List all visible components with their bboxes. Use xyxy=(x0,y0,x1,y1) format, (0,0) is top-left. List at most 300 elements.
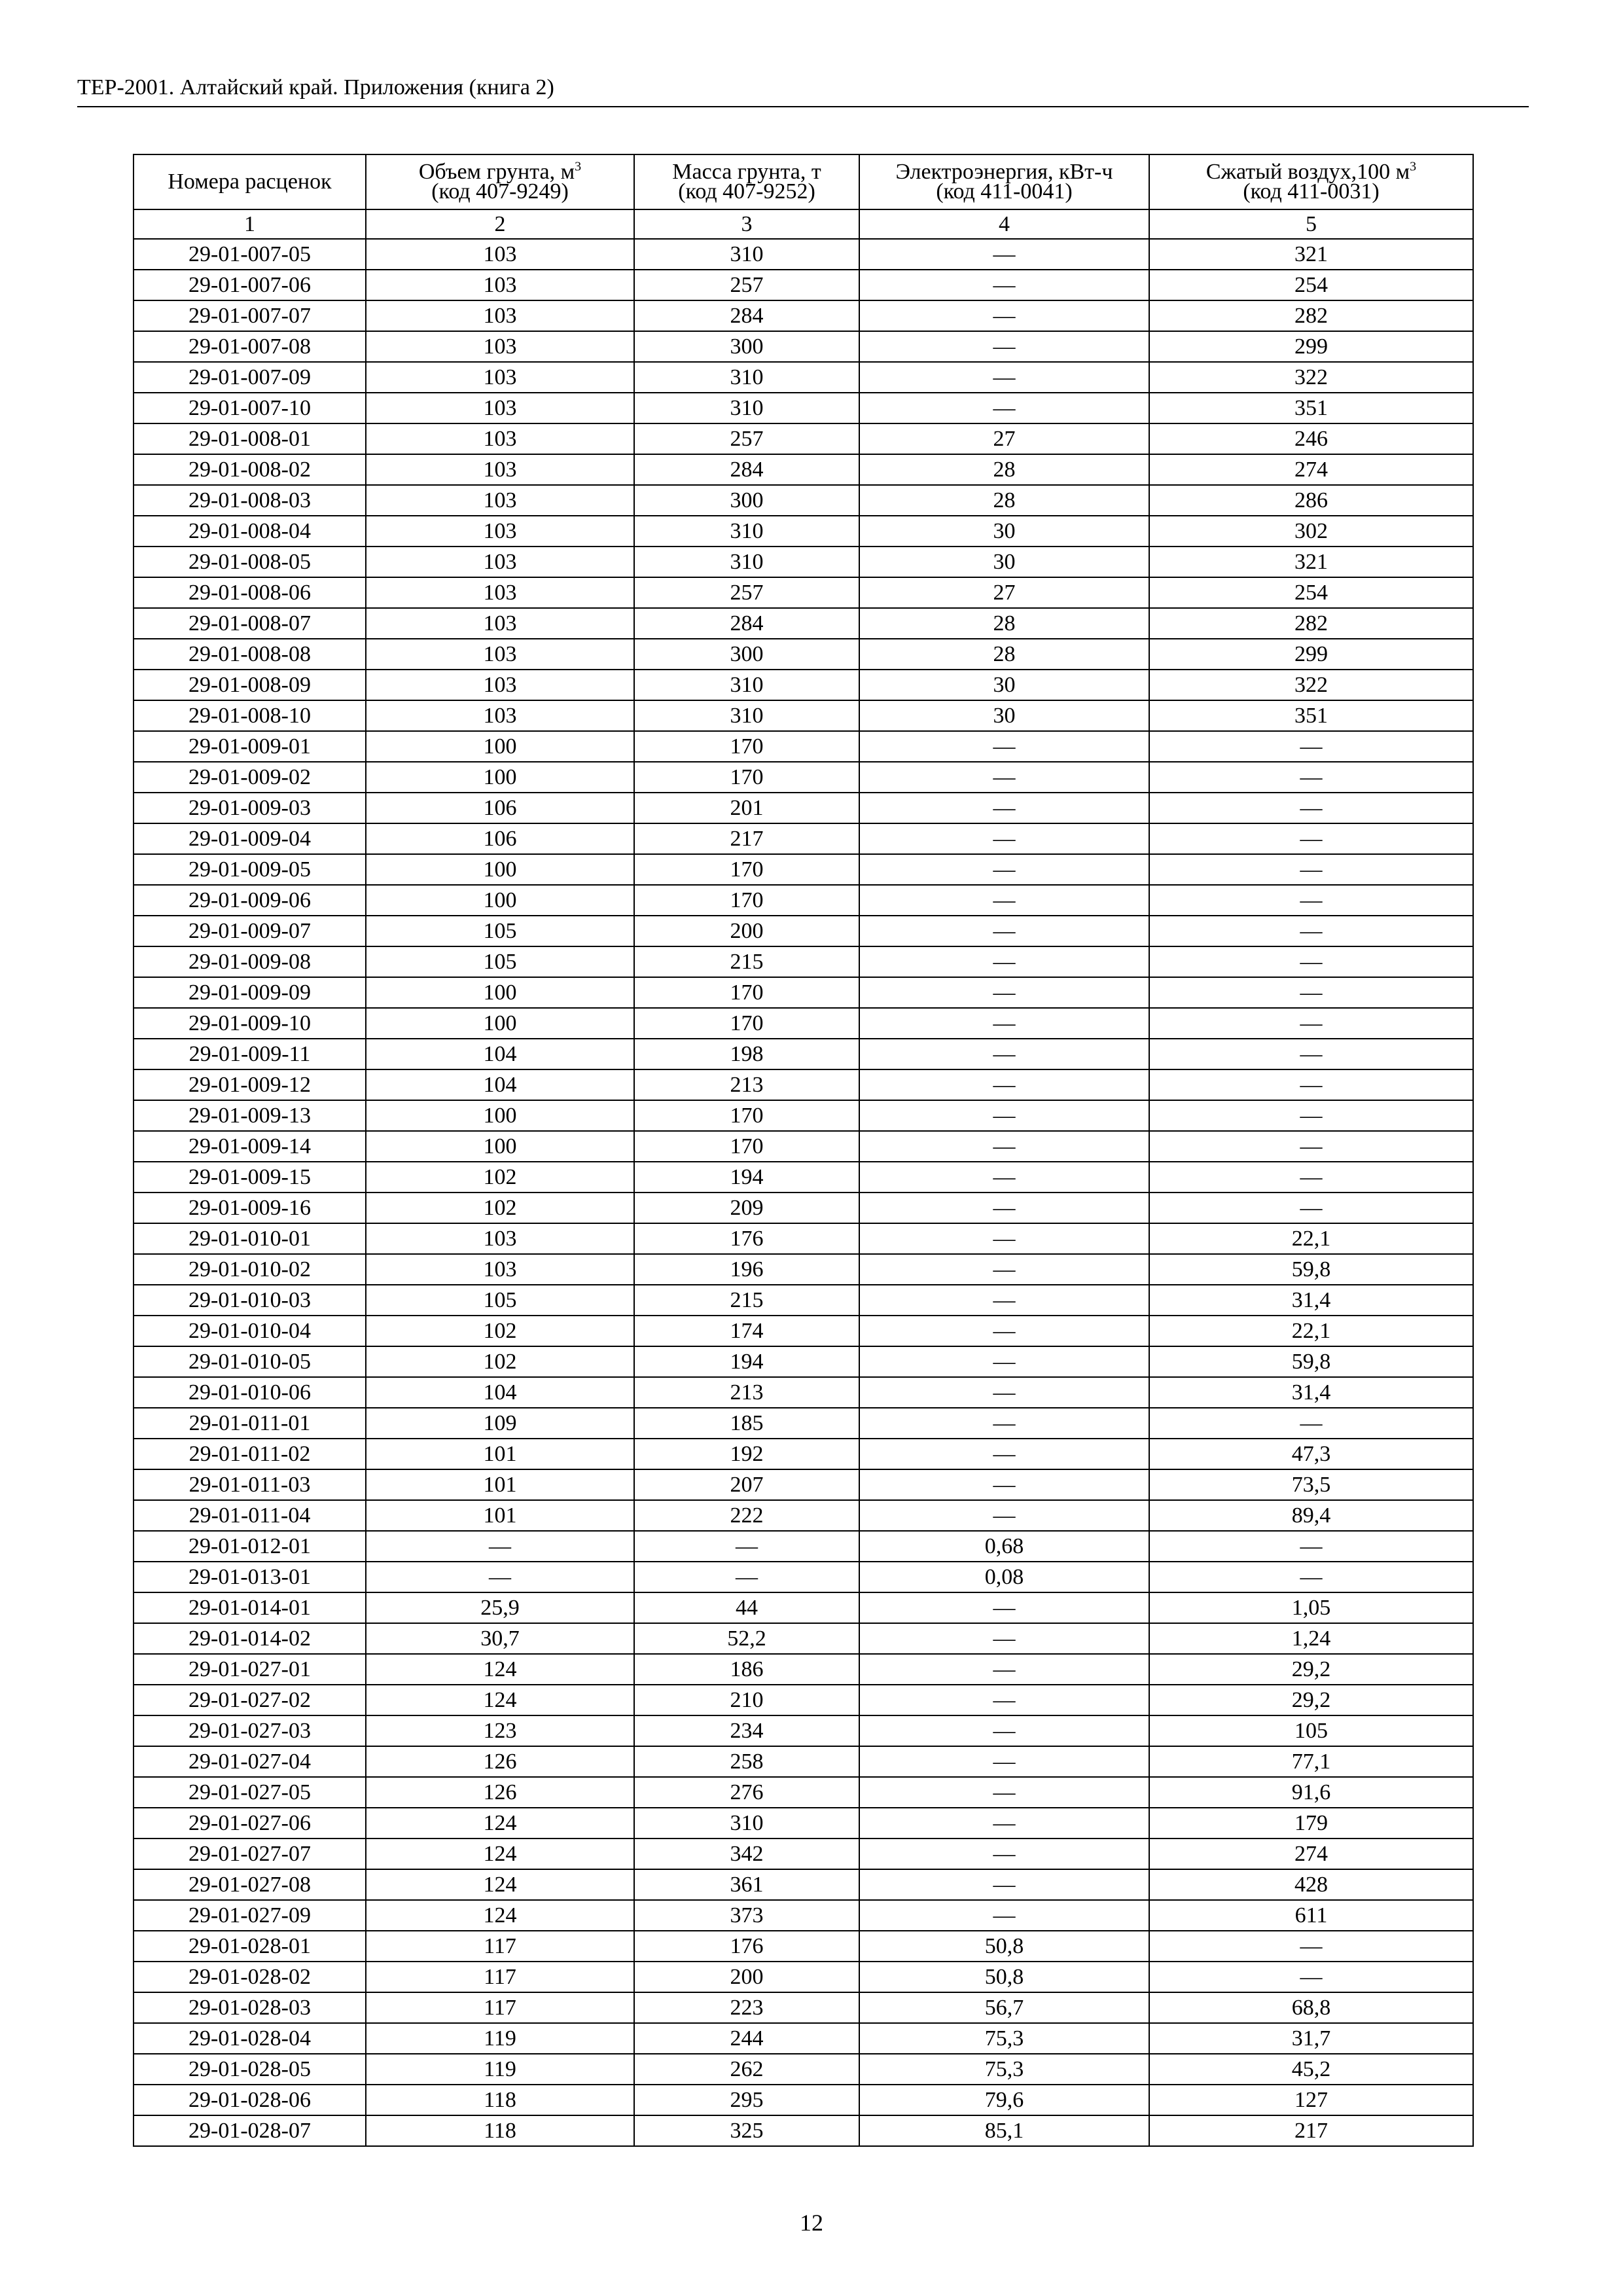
table-cell: 100 xyxy=(366,762,634,793)
table-cell: — xyxy=(634,1531,859,1562)
table-cell: — xyxy=(1149,885,1473,916)
table-cell: — xyxy=(859,1715,1149,1746)
table-cell: 22,1 xyxy=(1149,1223,1473,1254)
table-cell: 30 xyxy=(859,670,1149,700)
table-cell: 103 xyxy=(366,670,634,700)
table-cell: — xyxy=(859,1223,1149,1254)
table-cell: 118 xyxy=(366,2085,634,2115)
table-row xyxy=(134,946,1473,977)
table-cell: 29-01-027-06 xyxy=(134,1808,366,1839)
table-row xyxy=(134,1992,1473,2023)
table-cell: 29-01-009-02 xyxy=(134,762,366,793)
table-row xyxy=(134,700,1473,731)
table-cell: 428 xyxy=(1149,1869,1473,1900)
table-cell: 310 xyxy=(634,393,859,423)
table-cell: 29-01-009-09 xyxy=(134,977,366,1008)
table-row xyxy=(134,2023,1473,2054)
table-cell: 117 xyxy=(366,1992,634,2023)
table-cell: 101 xyxy=(366,1469,634,1500)
table-cell: 29-01-009-01 xyxy=(134,731,366,762)
table-cell: — xyxy=(859,1377,1149,1408)
table-row xyxy=(134,1131,1473,1162)
table-cell: 257 xyxy=(634,577,859,608)
table-cell: — xyxy=(1149,977,1473,1008)
table-cell: — xyxy=(859,1316,1149,1346)
table-cell: 282 xyxy=(1149,608,1473,639)
table-cell: 100 xyxy=(366,885,634,916)
table-cell: — xyxy=(859,1439,1149,1469)
table-cell: 254 xyxy=(1149,270,1473,300)
table-cell: 1,24 xyxy=(1149,1623,1473,1654)
table-cell: 103 xyxy=(366,1254,634,1285)
table-cell: 30 xyxy=(859,547,1149,577)
table-cell: 196 xyxy=(634,1254,859,1285)
table-cell: 103 xyxy=(366,331,634,362)
table-cell: 28 xyxy=(859,608,1149,639)
table-cell: — xyxy=(859,1069,1149,1100)
table-cell: — xyxy=(859,1654,1149,1685)
table-cell: 29-01-027-04 xyxy=(134,1746,366,1777)
table-cell: 103 xyxy=(366,700,634,731)
table-cell: 119 xyxy=(366,2023,634,2054)
table-cell: 117 xyxy=(366,1931,634,1962)
document-title: ТЕР-2001. Алтайский край. Приложения (книга 2) xyxy=(77,75,554,99)
table-cell: 103 xyxy=(366,608,634,639)
table-cell: 274 xyxy=(1149,454,1473,485)
table-cell: 234 xyxy=(634,1715,859,1746)
table-row xyxy=(134,1962,1473,1992)
table-cell: 176 xyxy=(634,1223,859,1254)
table-cell: 29-01-010-03 xyxy=(134,1285,366,1316)
table-row xyxy=(134,1685,1473,1715)
column-number: 1 xyxy=(134,209,366,239)
table-cell: 109 xyxy=(366,1408,634,1439)
table-cell: 276 xyxy=(634,1777,859,1808)
table-row xyxy=(134,823,1473,854)
table-cell: 29-01-008-06 xyxy=(134,577,366,608)
table-cell: 170 xyxy=(634,762,859,793)
table-cell: 185 xyxy=(634,1408,859,1439)
table-cell: 29-01-008-07 xyxy=(134,608,366,639)
table-cell: — xyxy=(859,1777,1149,1808)
table-cell: 29-01-011-03 xyxy=(134,1469,366,1500)
table-cell: 29-01-010-05 xyxy=(134,1346,366,1377)
table-cell: 29-01-009-04 xyxy=(134,823,366,854)
table-cell: 170 xyxy=(634,1131,859,1162)
table-row xyxy=(134,1346,1473,1377)
table-cell: — xyxy=(1149,1069,1473,1100)
table-cell: 29-01-014-01 xyxy=(134,1592,366,1623)
table-cell: 29-01-028-02 xyxy=(134,1962,366,1992)
table-cell: 284 xyxy=(634,608,859,639)
table-cell: 30,7 xyxy=(366,1623,634,1654)
table-cell: 29-01-028-04 xyxy=(134,2023,366,2054)
table-cell: 244 xyxy=(634,2023,859,2054)
table-cell: 29-01-027-05 xyxy=(134,1777,366,1808)
column-header: Масса грунта, т (код 407-9252) xyxy=(634,154,859,209)
table-cell: 29-01-028-06 xyxy=(134,2085,366,2115)
table-cell: — xyxy=(1149,916,1473,946)
table-cell: — xyxy=(859,1346,1149,1377)
table-row xyxy=(134,1377,1473,1408)
table-cell: 28 xyxy=(859,639,1149,670)
table-cell: 124 xyxy=(366,1869,634,1900)
table-cell: 29-01-007-07 xyxy=(134,300,366,331)
table-row xyxy=(134,423,1473,454)
table-cell: — xyxy=(1149,823,1473,854)
table-row xyxy=(134,1562,1473,1592)
table-cell: 282 xyxy=(1149,300,1473,331)
table-row xyxy=(134,608,1473,639)
table-cell: 103 xyxy=(366,454,634,485)
table-cell: 300 xyxy=(634,639,859,670)
table-cell: 246 xyxy=(1149,423,1473,454)
table-cell: 117 xyxy=(366,1962,634,1992)
table-cell: 310 xyxy=(634,1808,859,1839)
table-row xyxy=(134,854,1473,885)
table-row xyxy=(134,516,1473,547)
table-cell: 91,6 xyxy=(1149,1777,1473,1808)
table-cell: 0,68 xyxy=(859,1531,1149,1562)
table-cell: 124 xyxy=(366,1839,634,1869)
table-cell: 106 xyxy=(366,823,634,854)
table-cell: 77,1 xyxy=(1149,1746,1473,1777)
table-row xyxy=(134,362,1473,393)
table-cell: — xyxy=(1149,1131,1473,1162)
table-cell: 310 xyxy=(634,547,859,577)
table-cell: 257 xyxy=(634,423,859,454)
table-cell: 50,8 xyxy=(859,1962,1149,1992)
table-cell: — xyxy=(859,239,1149,270)
table-cell: 103 xyxy=(366,239,634,270)
table-cell: 0,08 xyxy=(859,1562,1149,1592)
table-cell: — xyxy=(859,1193,1149,1223)
table-cell: 103 xyxy=(366,485,634,516)
table-cell: 29-01-008-03 xyxy=(134,485,366,516)
table-cell: — xyxy=(859,762,1149,793)
table-cell: 198 xyxy=(634,1039,859,1069)
table-cell: 101 xyxy=(366,1500,634,1531)
table-cell: — xyxy=(859,1839,1149,1869)
table-cell: 29-01-007-06 xyxy=(134,270,366,300)
table-cell: 29-01-010-06 xyxy=(134,1377,366,1408)
table-cell: 100 xyxy=(366,854,634,885)
table-cell: — xyxy=(859,1039,1149,1069)
table-body xyxy=(134,239,1473,2146)
table-cell: 179 xyxy=(1149,1808,1473,1839)
table-cell: 29-01-028-01 xyxy=(134,1931,366,1962)
table-row xyxy=(134,1531,1473,1562)
table-cell: 119 xyxy=(366,2054,634,2085)
table-cell: 27 xyxy=(859,423,1149,454)
table-cell: 322 xyxy=(1149,670,1473,700)
table-cell: 170 xyxy=(634,1008,859,1039)
table-cell: 103 xyxy=(366,1223,634,1254)
table-cell: — xyxy=(859,1408,1149,1439)
table-cell: 105 xyxy=(366,916,634,946)
table-cell: 105 xyxy=(366,946,634,977)
table-cell: 302 xyxy=(1149,516,1473,547)
table-cell: 75,3 xyxy=(859,2054,1149,2085)
table-cell: 29-01-009-16 xyxy=(134,1193,366,1223)
table-cell: 29-01-009-08 xyxy=(134,946,366,977)
table-cell: 123 xyxy=(366,1715,634,1746)
table-cell: 100 xyxy=(366,731,634,762)
table-header-row xyxy=(134,154,1473,209)
table-row xyxy=(134,1039,1473,1069)
table-row xyxy=(134,577,1473,608)
table-cell: 300 xyxy=(634,331,859,362)
table-cell: 105 xyxy=(1149,1715,1473,1746)
column-number-row xyxy=(134,209,1473,239)
table-cell: 101 xyxy=(366,1439,634,1469)
column-header: Номера расценок xyxy=(134,154,366,209)
table-cell: — xyxy=(859,977,1149,1008)
table-cell: 29-01-008-09 xyxy=(134,670,366,700)
table-cell: — xyxy=(859,885,1149,916)
table-cell: — xyxy=(859,1623,1149,1654)
table-cell: 29-01-009-10 xyxy=(134,1008,366,1039)
table-row xyxy=(134,2115,1473,2146)
table-cell: 102 xyxy=(366,1193,634,1223)
table-cell: 299 xyxy=(1149,331,1473,362)
table-cell: 29-01-027-08 xyxy=(134,1869,366,1900)
table-cell: 25,9 xyxy=(366,1592,634,1623)
table-cell: 29-01-028-05 xyxy=(134,2054,366,2085)
table-cell: — xyxy=(859,916,1149,946)
table-row xyxy=(134,393,1473,423)
table-cell: 257 xyxy=(634,270,859,300)
table-cell: 124 xyxy=(366,1685,634,1715)
table-cell: 321 xyxy=(1149,239,1473,270)
table-cell: 103 xyxy=(366,362,634,393)
table-cell: 118 xyxy=(366,2115,634,2146)
table-row xyxy=(134,1316,1473,1346)
table-cell: — xyxy=(859,393,1149,423)
table-row xyxy=(134,547,1473,577)
table-cell: 207 xyxy=(634,1469,859,1500)
table-cell: 351 xyxy=(1149,700,1473,731)
table-cell: 1,05 xyxy=(1149,1592,1473,1623)
table-row xyxy=(134,639,1473,670)
table-cell: 29-01-009-05 xyxy=(134,854,366,885)
table-row xyxy=(134,885,1473,916)
table-cell: 29-01-012-01 xyxy=(134,1531,366,1562)
column-header: Объем грунта, $м^3$ (код 407-9249) xyxy=(366,154,634,209)
table-cell: 322 xyxy=(1149,362,1473,393)
table-cell: 31,7 xyxy=(1149,2023,1473,2054)
table-cell: — xyxy=(859,1592,1149,1623)
table-cell: 29-01-027-03 xyxy=(134,1715,366,1746)
table-cell: 361 xyxy=(634,1869,859,1900)
table-cell: — xyxy=(859,1285,1149,1316)
table-row xyxy=(134,2085,1473,2115)
table-cell: 342 xyxy=(634,1839,859,1869)
table-cell: 310 xyxy=(634,670,859,700)
table-cell: 295 xyxy=(634,2085,859,2115)
table-cell: 29-01-007-05 xyxy=(134,239,366,270)
table-cell: 30 xyxy=(859,516,1149,547)
table-cell: — xyxy=(1149,1562,1473,1592)
table-cell: 103 xyxy=(366,547,634,577)
table-cell: — xyxy=(859,1900,1149,1931)
table-cell: 215 xyxy=(634,946,859,977)
table-cell: — xyxy=(859,331,1149,362)
table-cell: — xyxy=(859,1469,1149,1500)
table-row xyxy=(134,762,1473,793)
table-cell: 29-01-008-05 xyxy=(134,547,366,577)
table-row xyxy=(134,1254,1473,1285)
table-cell: 29-01-028-03 xyxy=(134,1992,366,2023)
table-cell: — xyxy=(366,1531,634,1562)
table-row xyxy=(134,1223,1473,1254)
table-cell: 222 xyxy=(634,1500,859,1531)
table-cell: 174 xyxy=(634,1316,859,1346)
table-cell: 170 xyxy=(634,977,859,1008)
table-cell: 127 xyxy=(1149,2085,1473,2115)
table-cell: 29-01-009-06 xyxy=(134,885,366,916)
table-cell: — xyxy=(859,1500,1149,1531)
table-cell: 102 xyxy=(366,1162,634,1193)
table-cell: 29-01-008-01 xyxy=(134,423,366,454)
table-cell: 100 xyxy=(366,977,634,1008)
table-cell: — xyxy=(859,1008,1149,1039)
table-cell: — xyxy=(366,1562,634,1592)
table-cell: 210 xyxy=(634,1685,859,1715)
table-cell: 29-01-027-02 xyxy=(134,1685,366,1715)
table-cell: 104 xyxy=(366,1039,634,1069)
table-cell: 104 xyxy=(366,1069,634,1100)
table-cell: 126 xyxy=(366,1746,634,1777)
table-cell: 611 xyxy=(1149,1900,1473,1931)
column-number: 3 xyxy=(634,209,859,239)
table-row xyxy=(134,2054,1473,2085)
table-cell: 85,1 xyxy=(859,2115,1149,2146)
table-cell: 29-01-010-01 xyxy=(134,1223,366,1254)
table-cell: 373 xyxy=(634,1900,859,1931)
table-cell: 170 xyxy=(634,854,859,885)
table-row xyxy=(134,1777,1473,1808)
table-cell: 29-01-009-11 xyxy=(134,1039,366,1069)
table-row xyxy=(134,1654,1473,1685)
table-cell: 192 xyxy=(634,1439,859,1469)
table-cell: — xyxy=(859,1254,1149,1285)
table-cell: 29-01-009-03 xyxy=(134,793,366,823)
table-cell: — xyxy=(859,854,1149,885)
table-row xyxy=(134,1715,1473,1746)
table-cell: 29-01-008-08 xyxy=(134,639,366,670)
table-cell: 201 xyxy=(634,793,859,823)
table-cell: 186 xyxy=(634,1654,859,1685)
table-cell: 200 xyxy=(634,916,859,946)
table-cell: 29-01-009-14 xyxy=(134,1131,366,1162)
table-row xyxy=(134,1900,1473,1931)
table-cell: — xyxy=(859,1131,1149,1162)
column-number: 5 xyxy=(1149,209,1473,239)
table-cell: 102 xyxy=(366,1346,634,1377)
column-header: Электроэнергия, кВт-ч (код 411-0041) xyxy=(859,154,1149,209)
table-cell: 284 xyxy=(634,454,859,485)
table-row xyxy=(134,239,1473,270)
table-cell: 170 xyxy=(634,731,859,762)
table-cell: 27 xyxy=(859,577,1149,608)
table-cell: 126 xyxy=(366,1777,634,1808)
table-cell: — xyxy=(859,946,1149,977)
table-cell: — xyxy=(1149,1931,1473,1962)
page-header xyxy=(77,73,1529,107)
table-cell: — xyxy=(1149,1531,1473,1562)
table-cell: — xyxy=(1149,731,1473,762)
table-cell: 209 xyxy=(634,1193,859,1223)
table-cell: 29-01-027-01 xyxy=(134,1654,366,1685)
table-row xyxy=(134,793,1473,823)
table-cell: 56,7 xyxy=(859,1992,1149,2023)
table-cell: — xyxy=(634,1562,859,1592)
table-cell: 75,3 xyxy=(859,2023,1149,2054)
table-cell: 103 xyxy=(366,423,634,454)
table-row xyxy=(134,1808,1473,1839)
table-cell: 310 xyxy=(634,516,859,547)
table-cell: 104 xyxy=(366,1377,634,1408)
table-cell: 29-01-007-10 xyxy=(134,393,366,423)
table-row xyxy=(134,1162,1473,1193)
table-row xyxy=(134,916,1473,946)
table-cell: 170 xyxy=(634,885,859,916)
table-cell: 29-01-009-12 xyxy=(134,1069,366,1100)
table-cell: 300 xyxy=(634,485,859,516)
table-cell: 105 xyxy=(366,1285,634,1316)
table-row xyxy=(134,1839,1473,1869)
table-row xyxy=(134,670,1473,700)
table-row xyxy=(134,454,1473,485)
table-cell: — xyxy=(859,1685,1149,1715)
table-cell: 89,4 xyxy=(1149,1500,1473,1531)
table-cell: 29-01-027-09 xyxy=(134,1900,366,1931)
table-cell: — xyxy=(1149,1408,1473,1439)
table-cell: 28 xyxy=(859,485,1149,516)
table-cell: 274 xyxy=(1149,1839,1473,1869)
table-cell: 103 xyxy=(366,300,634,331)
table-cell: 68,8 xyxy=(1149,1992,1473,2023)
table-cell: 102 xyxy=(366,1316,634,1346)
table-cell: 215 xyxy=(634,1285,859,1316)
table-cell: 28 xyxy=(859,454,1149,485)
table-cell: 29-01-008-04 xyxy=(134,516,366,547)
table-cell: — xyxy=(1149,1193,1473,1223)
table-cell: — xyxy=(859,1869,1149,1900)
table-cell: 29-01-009-15 xyxy=(134,1162,366,1193)
table-row xyxy=(134,977,1473,1008)
table-row xyxy=(134,731,1473,762)
table-row xyxy=(134,1746,1473,1777)
table-cell: 200 xyxy=(634,1962,859,1992)
table-cell: 29-01-008-10 xyxy=(134,700,366,731)
table-cell: 29-01-027-07 xyxy=(134,1839,366,1869)
table-cell: 29-01-011-01 xyxy=(134,1408,366,1439)
table-cell: 124 xyxy=(366,1808,634,1839)
table-row xyxy=(134,1069,1473,1100)
table-cell: 29-01-014-02 xyxy=(134,1623,366,1654)
table-cell: 124 xyxy=(366,1654,634,1685)
table-row xyxy=(134,1931,1473,1962)
rates-table xyxy=(133,154,1474,2147)
table-cell: 299 xyxy=(1149,639,1473,670)
table-row xyxy=(134,331,1473,362)
table-cell: 310 xyxy=(634,700,859,731)
table-cell: — xyxy=(859,1100,1149,1131)
table-cell: 22,1 xyxy=(1149,1316,1473,1346)
table-cell: 223 xyxy=(634,1992,859,2023)
